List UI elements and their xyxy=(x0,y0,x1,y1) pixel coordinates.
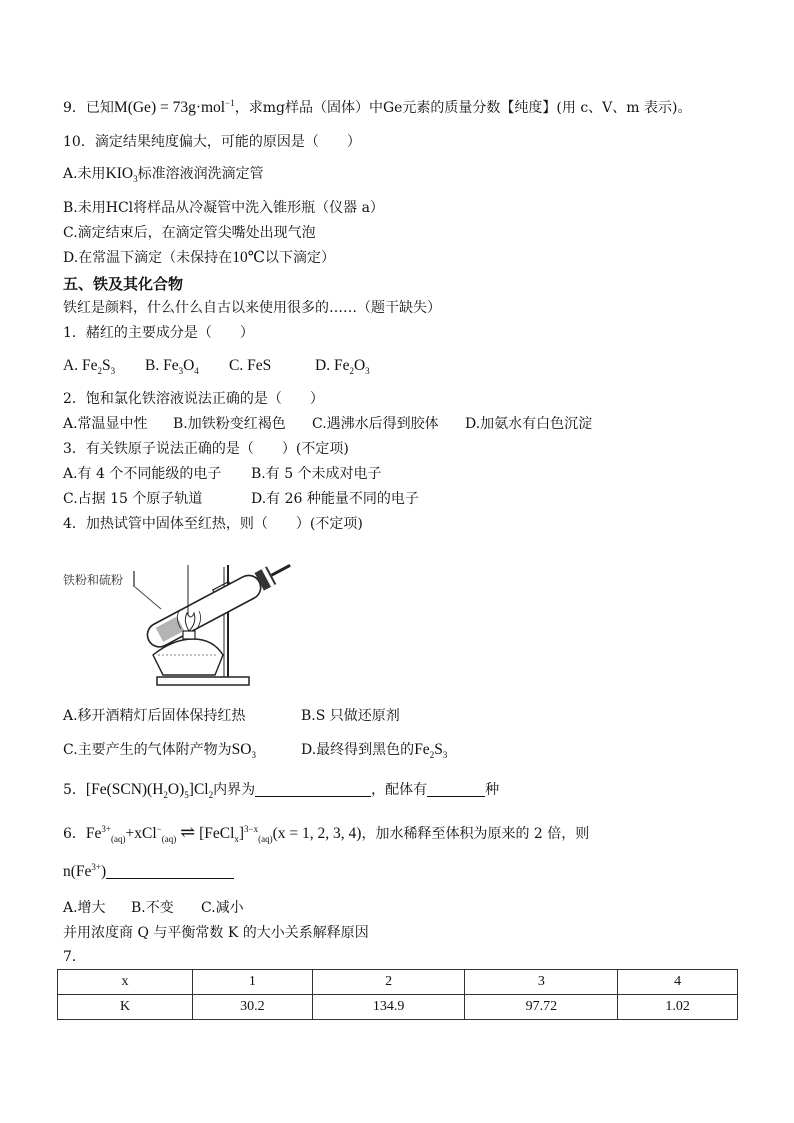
table-cell: 97.72 xyxy=(465,995,618,1020)
table-row-x xyxy=(58,970,738,995)
q3-row2 xyxy=(63,489,419,509)
section-intro: 铁红是颜料，什么什么自古以来使用很多的……（题干缺失） xyxy=(63,300,441,316)
table-cell: 30.2 xyxy=(193,995,313,1020)
q6-options xyxy=(63,898,244,918)
section-title: 五、铁及其化合物 xyxy=(63,275,184,293)
q3-option-b: B.有 5 个未成对电子 xyxy=(251,466,382,482)
q6-answer-line: $n(Fe^{3+})$ xyxy=(63,862,234,882)
table-cell: 2 xyxy=(312,970,465,995)
q4-option-d: D.最终得到黑色的$Fe_2S_3$ xyxy=(301,741,448,761)
q10-option-a: A.未用$KIO_3$标准溶液润洗滴定管 xyxy=(63,165,264,185)
table-cell: 1.02 xyxy=(618,995,738,1020)
q3-option-d: D.有 26 种能量不同的电子 xyxy=(251,491,419,507)
q1-option-b: B. $Fe_3O_4$ xyxy=(145,357,199,377)
q10-stem: 10．滴定结果纯度偏大，可能的原因是（ ） xyxy=(63,134,361,150)
heating-apparatus-figure xyxy=(63,547,323,695)
q9-formula: M(Ge) = 73g·mol$^{-1}$ xyxy=(113,97,235,116)
q4-row2 xyxy=(63,740,447,760)
q9-text: ，求mg样品（固体）中Ge元素的质量分数【纯度】(用 c、V、m 表示)。 xyxy=(234,100,692,116)
table-cell: 4 xyxy=(618,970,738,995)
q7-number: 7． xyxy=(63,949,86,965)
q6-explain: 并用浓度商 Q 与平衡常数 K 的大小关系解释原因 xyxy=(63,925,369,941)
q3-option-c: C.占据 15 个原子轨道 xyxy=(63,491,203,507)
q2-option-d: D.加氨水有白色沉淀 xyxy=(465,416,593,432)
q2-options xyxy=(63,414,592,434)
q1-options xyxy=(63,356,370,376)
q4-option-b: B.S 只做还原剂 xyxy=(301,708,400,724)
q9-number: 9．已知 xyxy=(63,100,114,116)
q5-complex: $[Fe(SCN)(H_2O)_5]Cl_2$ xyxy=(85,781,214,801)
q1-option-d: D. $Fe_2O_3$ xyxy=(315,357,370,377)
q6-equation: $Fe^{3+}_{(aq)}+xCl^-_{(aq)}$ ⇌ [FeCl$_x$]$^{3-x}_{(aq)}$(x = 1, 2, 3, 4) xyxy=(85,822,362,845)
table-cell: 1 xyxy=(193,970,313,995)
q10-option-d: D.在常温下滴定（未保持在10℃以下滴定） xyxy=(63,249,336,266)
q2-option-c: C.遇沸水后得到胶体 xyxy=(312,416,439,432)
equilibrium-table xyxy=(57,969,738,1020)
q10-option-c: C.滴定结束后，在滴定管尖嘴处出现气泡 xyxy=(63,225,316,241)
q3-row1 xyxy=(63,464,382,484)
q9-line xyxy=(63,98,691,118)
q2-option-b: B.加铁粉变红褐色 xyxy=(173,416,286,432)
q6-option-b: B.不变 xyxy=(131,900,174,916)
q6-option-c: C.减小 xyxy=(201,900,244,916)
table-cell: 3 xyxy=(465,970,618,995)
q4-stem: 4．加热试管中固体至红热，则（ ）(不定项) xyxy=(63,516,363,532)
q4-option-a: A.移开酒精灯后固体保持红热 xyxy=(63,708,246,724)
q5-blank-ligand-count[interactable] xyxy=(427,782,485,797)
q6-option-a: A.增大 xyxy=(63,900,106,916)
q2-option-a: A.常温显中性 xyxy=(63,416,148,432)
q2-stem: 2．饱和氯化铁溶液说法正确的是（ ） xyxy=(63,391,324,407)
q1-stem: 1．赭红的主要成分是（ ） xyxy=(63,325,254,341)
q6-line: 6．$Fe^{3+}_{(aq)}+xCl^-_{(aq)}$ ⇌ [FeCl$_x$]$^{3-x}_{(aq)}$(x = 1, 2, 3, 4)，加水稀释至体积为原来的 2 倍，则 xyxy=(63,822,590,845)
q3-stem: 3．有关铁原子说法正确的是（ ）(不定项) xyxy=(63,441,349,457)
q1-option-c: C. FeS xyxy=(229,357,272,374)
table-cell: x xyxy=(58,970,193,995)
table-cell: 134.9 xyxy=(312,995,465,1020)
figure-label: 铁粉和硫粉 xyxy=(63,573,124,587)
q3-option-a: A.有 4 个不同能级的电子 xyxy=(63,466,222,482)
apparatus-drawing xyxy=(63,547,323,695)
q6-blank[interactable] xyxy=(106,864,234,879)
q10-option-b: B.未用HCl将样品从冷凝管中洗入锥形瓶（仪器 a） xyxy=(63,200,384,216)
q1-option-a: A. $Fe_2S_3$ xyxy=(63,357,116,377)
q4-option-c: C.主要产生的气体附产物为$SO_3$ xyxy=(63,741,256,761)
q5-blank-inner-sphere[interactable] xyxy=(255,782,371,797)
q4-row1 xyxy=(63,706,400,726)
table-cell: K xyxy=(58,995,193,1020)
q5-line: 5．$[Fe(SCN)(H_2O)_5]Cl_2$内界为 ，配体有 种 xyxy=(63,781,500,801)
table-row-k xyxy=(58,995,738,1020)
